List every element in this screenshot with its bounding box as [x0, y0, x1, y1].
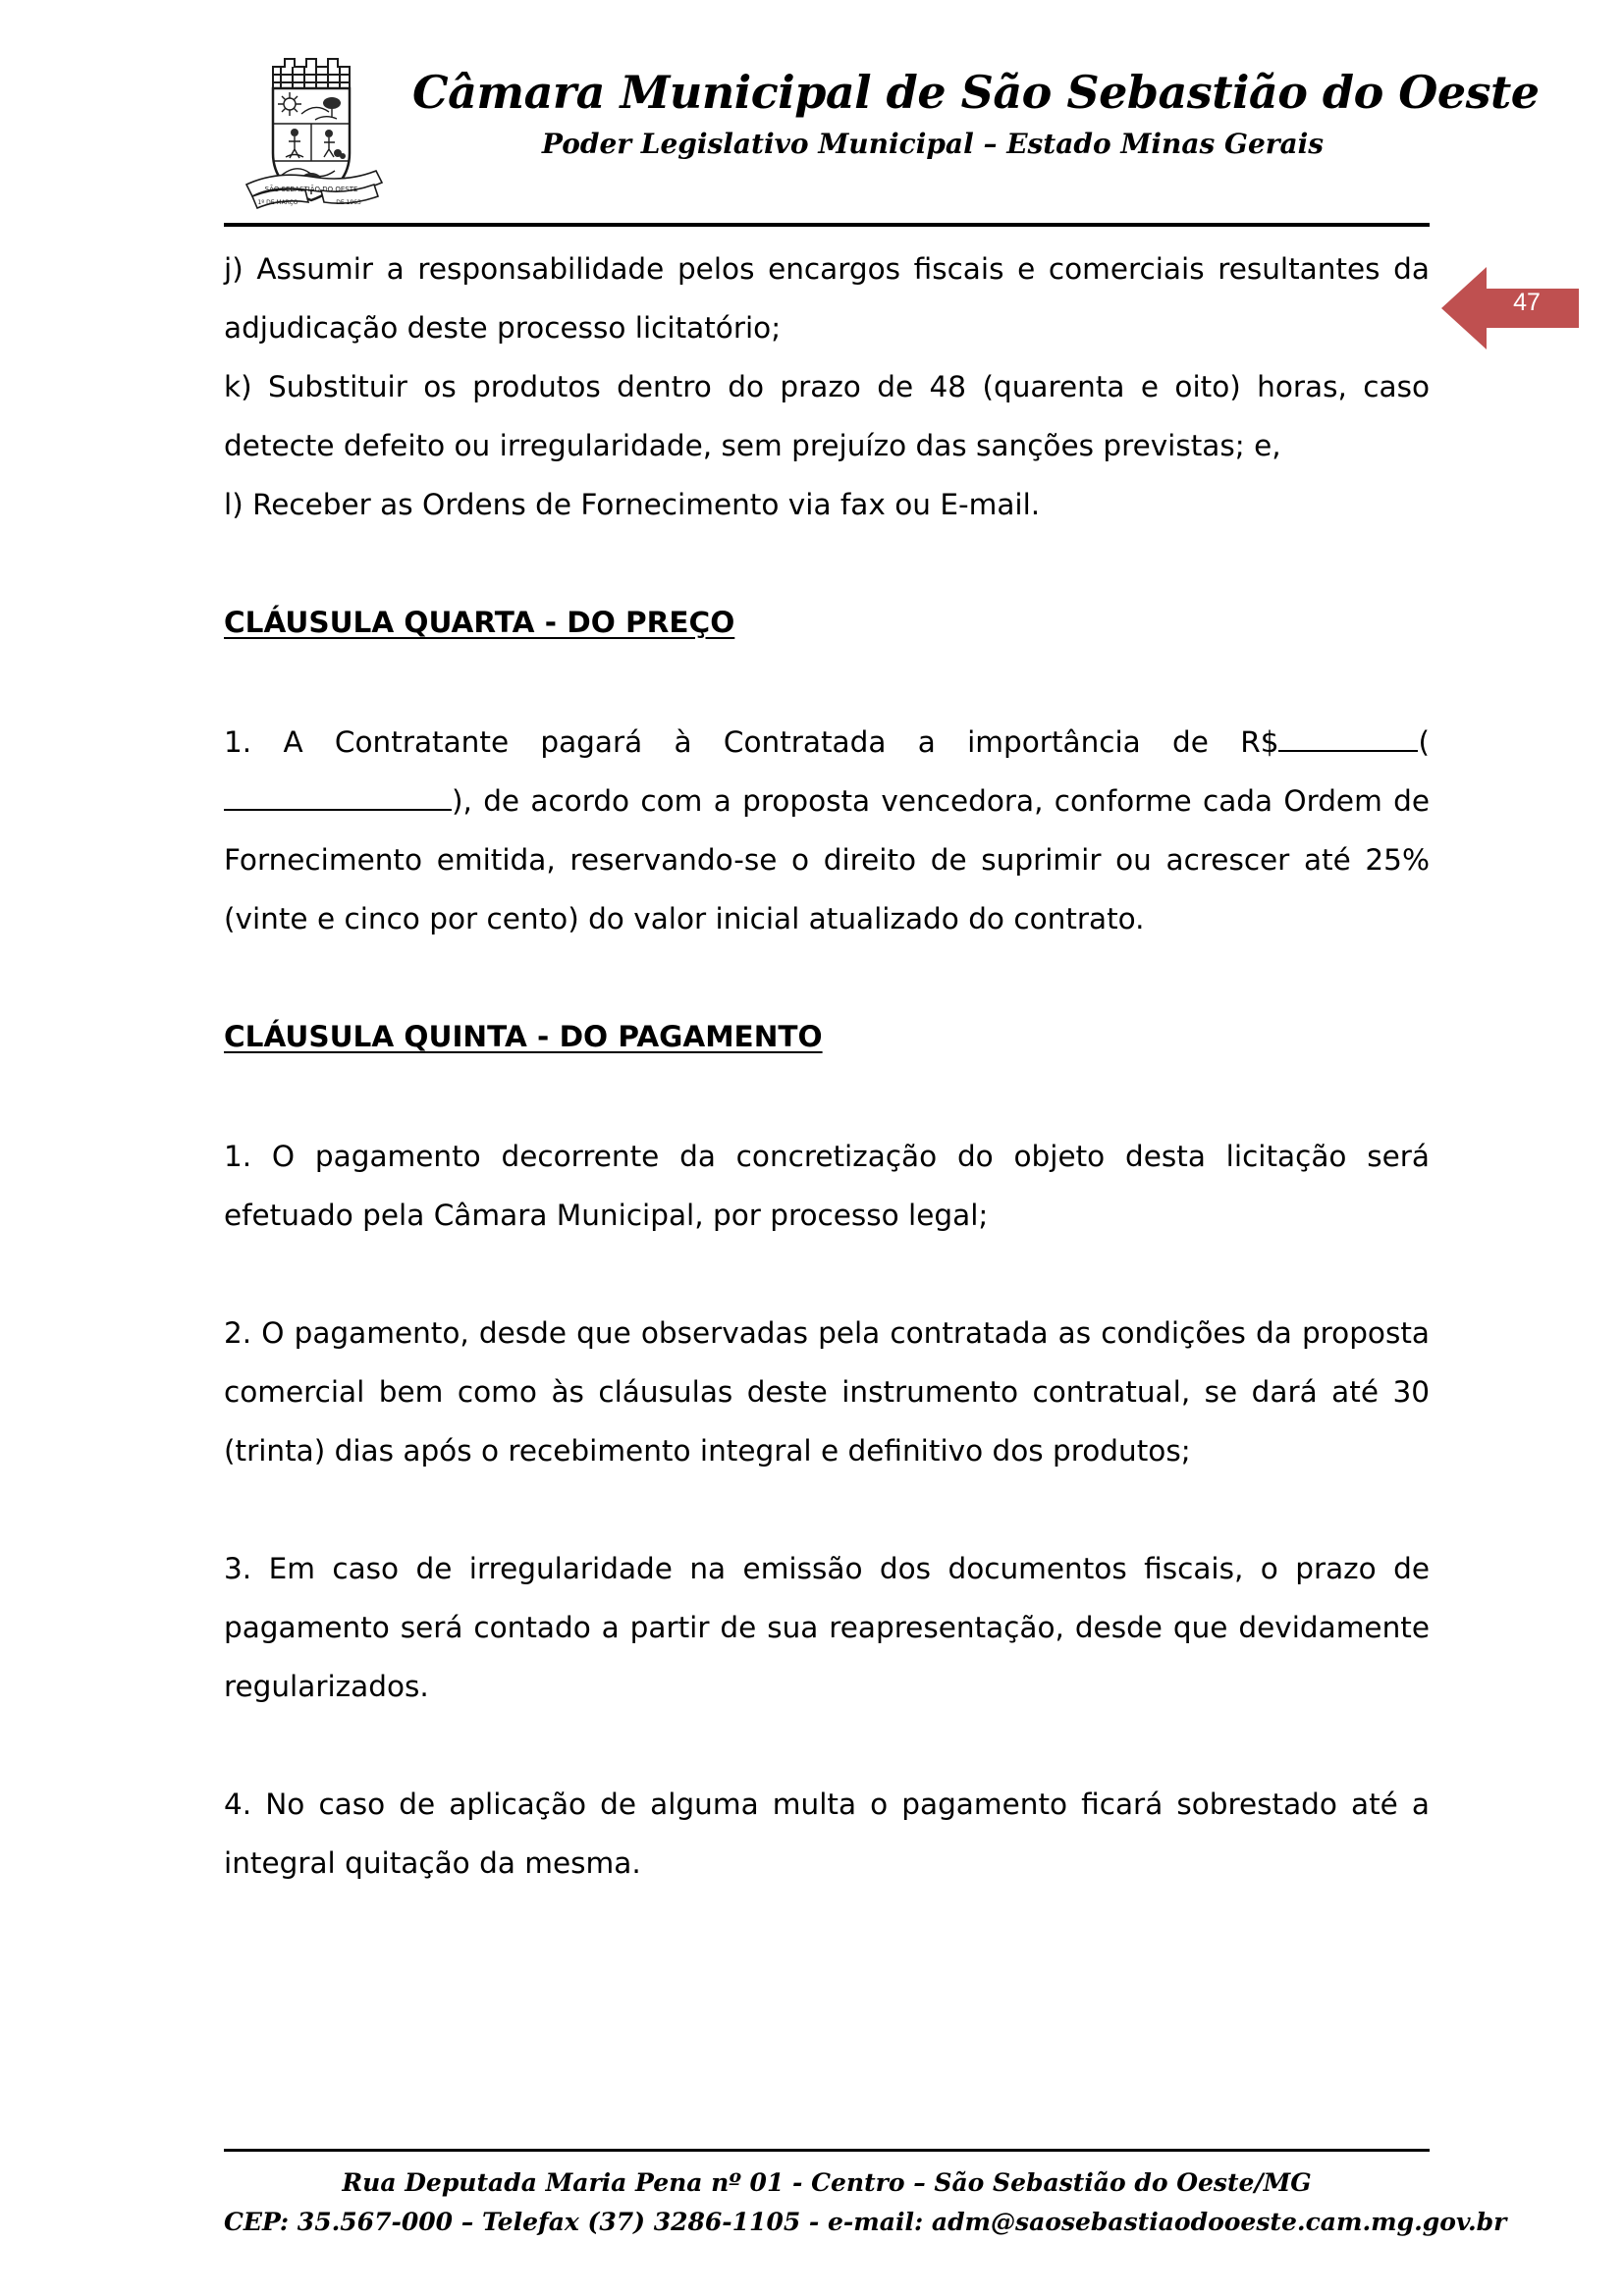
paragraph-item-j: j) Assumir a responsabilidade pelos encargos fiscais e comerciais resultantes da adjudicação deste processo licitatório; — [224, 252, 1430, 345]
footer-divider — [224, 2149, 1430, 2152]
header-divider — [224, 223, 1430, 227]
document-footer — [224, 2149, 1507, 2242]
crest-ribbon-right-text: DE 1963 — [336, 199, 361, 206]
spacer — [224, 1066, 1430, 1127]
clause-four-text-a: 1. A Contratante pagará à Contratada a importância de R$ — [224, 725, 1279, 759]
spacer — [224, 1480, 1430, 1539]
page-number-marker — [1441, 263, 1579, 353]
coat-of-arms-icon — [241, 37, 388, 214]
heading-clause-five: CLÁUSULA QUINTA - DO PAGAMENTO — [224, 1020, 823, 1053]
spacer — [224, 1716, 1430, 1775]
header-title-block — [412, 66, 1540, 161]
organization-subtitle: Poder Legislativo Municipal – Estado Minas Gerais — [541, 128, 1325, 161]
clause-four-text-b: ( — [1418, 725, 1430, 759]
paragraph-item-l: l) Receber as Ordens de Fornecimento via fax ou E-mail. — [224, 488, 1041, 521]
paragraph-clause-five-item-3: 3. Em caso de irregularidade na emissão dos documentos fiscais, o prazo de pagamento será contado a partir de sua reapresentação, desde que devidamente regularizados. — [224, 1552, 1430, 1703]
page-number-label: 47 — [1513, 289, 1541, 316]
crest-ribbon-top-text: SÃO SEBASTIÃO DO OESTE — [264, 186, 358, 193]
heading-clause-four: CLÁUSULA QUARTA - DO PREÇO — [224, 606, 735, 639]
document-body — [224, 240, 1430, 1893]
footer-address-line: Rua Deputada Maria Pena nº 01 - Centro – São Sebastião do Oeste/MG — [342, 2168, 1312, 2197]
document-header — [0, 0, 1624, 226]
paragraph-clause-five-item-4: 4. No caso de aplicação de alguma multa o pagamento ficará sobrestado até a integral quitação da mesma. — [224, 1788, 1430, 1880]
crest-ribbon-left-text: 1º DE MARÇO — [257, 199, 298, 206]
spacer — [224, 534, 1430, 593]
price-blank-field-words[interactable] — [224, 783, 452, 811]
clause-four-text-c: ), de acordo com a proposta vencedora, conforme cada Ordem de Fornecimento emitida, reservando-se o direito de suprimir ou acrescer até 25% (vinte e cinco por cento) do valor inicial atualizado do contrato. — [224, 784, 1430, 935]
organization-title: Câmara Municipal de São Sebastião do Oeste — [412, 66, 1540, 119]
paragraph-clause-five-item-2: 2. O pagamento, desde que observadas pela contratada as condições da proposta comercial bem como às cláusulas deste instrumento contratual, se dará até 30 (trinta) dias após o recebimento integral e definitivo dos produtos; — [224, 1316, 1430, 1468]
footer-contact-line: CEP: 35.567-000 – Telefax (37) 3286-1105 - e-mail: adm@saosebastiaodooeste.cam.mg.gov.br — [224, 2208, 1507, 2236]
paragraph-clause-five-item-1: 1. O pagamento decorrente da concretização do objeto desta licitação será efetuado pela Câmara Municipal, por processo legal; — [224, 1140, 1430, 1232]
paragraph-clause-four-item-1 — [224, 713, 1430, 948]
spacer — [224, 652, 1430, 713]
spacer — [224, 1245, 1430, 1304]
paragraph-item-k: k) Substituir os produtos dentro do prazo de 48 (quarenta e oito) horas, caso detecte defeito ou irregularidade, sem prejuízo das sanções previstas; e, — [224, 370, 1430, 462]
price-blank-field-value[interactable] — [1278, 724, 1418, 752]
spacer — [224, 948, 1430, 1007]
